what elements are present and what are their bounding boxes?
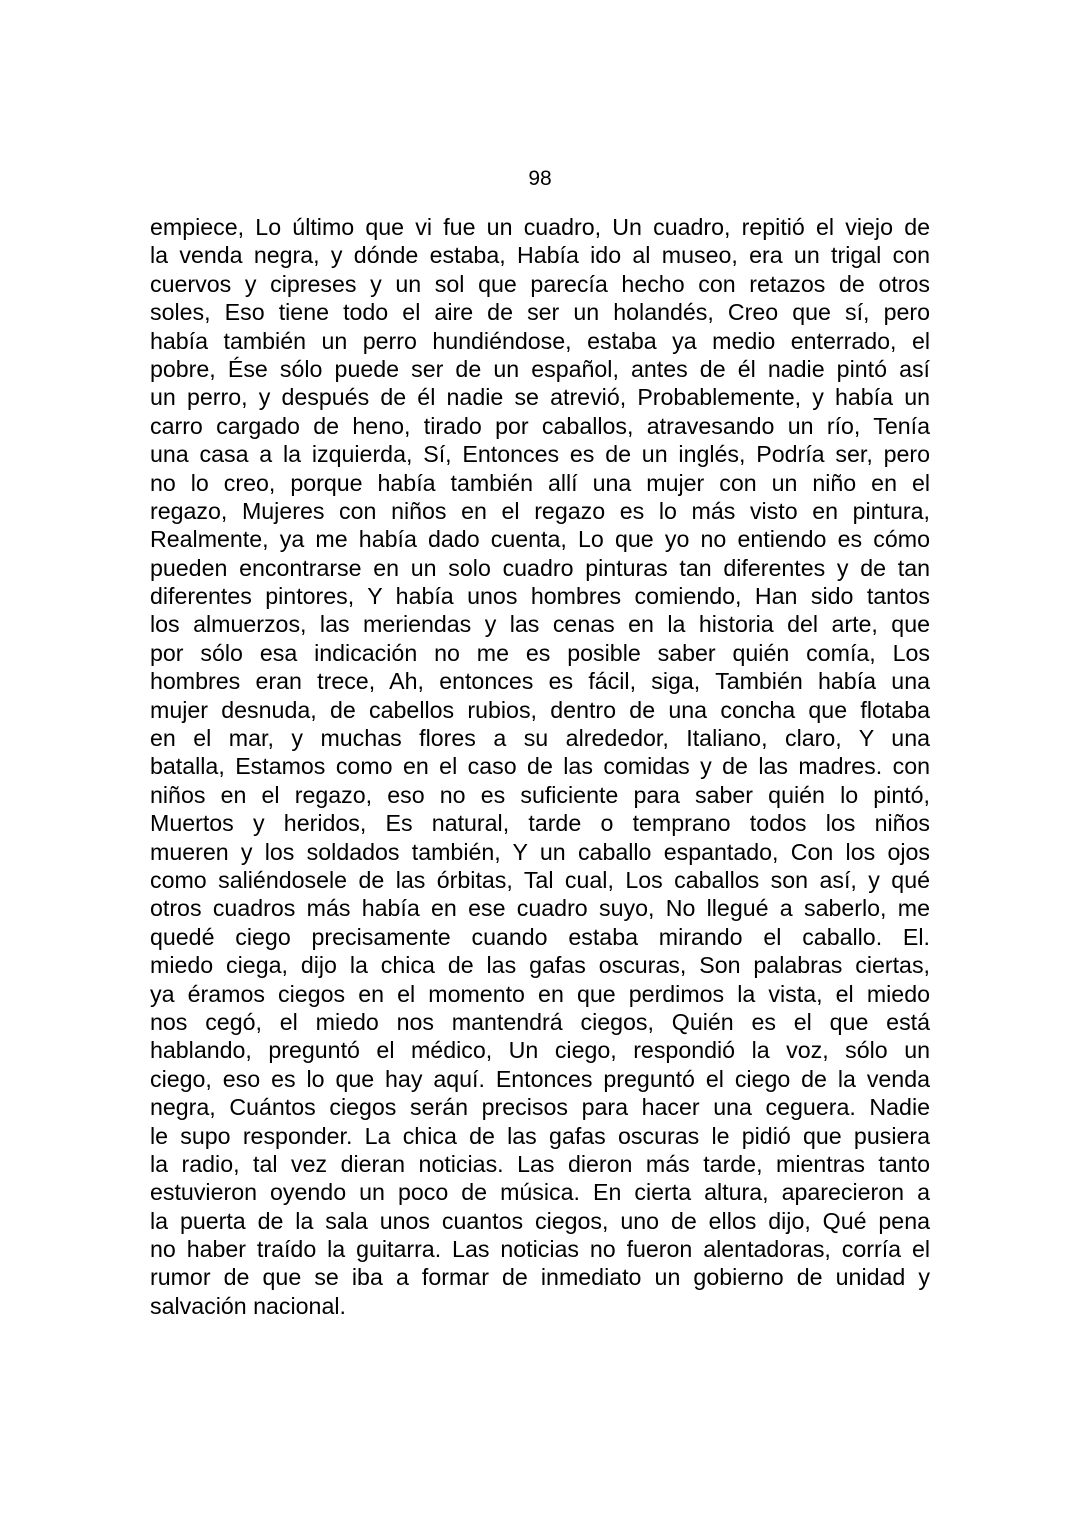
- text-line: por sólo esa indicación no me es posible saber quién comía, Los: [150, 639, 930, 666]
- body-text: [150, 213, 930, 1320]
- text-line: batalla, Estamos como en el caso de las comidas y de las madres. con: [150, 753, 930, 780]
- text-line: negra, Cuántos ciegos serán precisos para hacer una ceguera. Nadie: [150, 1094, 930, 1121]
- text-line: regazo, Mujeres con niños en el regazo es lo más visto en pintura,: [150, 497, 930, 524]
- text-line: la puerta de la sala unos cuantos ciegos, uno de ellos dijo, Qué pena: [150, 1207, 930, 1234]
- text-line: carro cargado de heno, tirado por caballos, atravesando un río, Tenía: [150, 412, 930, 439]
- text-line: cuervos y cipreses y un sol que parecía hecho con retazos de otros: [150, 270, 930, 297]
- text-line: los almuerzos, las meriendas y las cenas en la historia del arte, que: [150, 611, 930, 638]
- text-line: le supo responder. La chica de las gafas oscuras le pidió que pusiera: [150, 1122, 930, 1149]
- page-number: 98: [528, 167, 552, 190]
- text-line: otros cuadros más había en ese cuadro suyo, No llegué a saberlo, me: [150, 895, 930, 922]
- text-line: no haber traído la guitarra. Las noticias no fueron alentadoras, corría el: [150, 1236, 930, 1263]
- text-line: rumor de que se iba a formar de inmediato un gobierno de unidad y: [150, 1264, 930, 1291]
- text-line: ya éramos ciegos en el momento en que perdimos la vista, el miedo: [150, 980, 930, 1007]
- text-line: en el mar, y muchas flores a su alrededor, Italiano, claro, Y una: [150, 725, 930, 752]
- text-line: había también un perro hundiéndose, estaba ya medio enterrado, el: [150, 327, 930, 354]
- text-line: una casa a la izquierda, Sí, Entonces es de un inglés, Podría ser, pero: [150, 441, 930, 468]
- text-line: soles, Eso tiene todo el aire de ser un holandés, Creo que sí, pero: [150, 299, 930, 326]
- text-line: pueden encontrarse en un solo cuadro pinturas tan diferentes y de tan: [150, 554, 930, 581]
- text-line: salvación nacional.: [150, 1292, 346, 1319]
- text-line: nos cegó, el miedo nos mantendrá ciegos, Quién es el que está: [150, 1008, 930, 1035]
- text-line: diferentes pintores, Y había unos hombres comiendo, Han sido tantos: [150, 583, 930, 610]
- text-line: mueren y los soldados también, Y un caballo espantado, Con los ojos: [150, 838, 930, 865]
- text-line: niños en el regazo, eso no es suficiente para saber quién lo pintó,: [150, 781, 930, 808]
- text-line: la venda negra, y dónde estaba, Había ido al museo, era un trigal con: [150, 242, 930, 269]
- text-line: como saliéndosele de las órbitas, Tal cual, Los caballos son así, y qué: [150, 866, 930, 893]
- text-line: Muertos y heridos, Es natural, tarde o temprano todos los niños: [150, 810, 930, 837]
- text-line: quedé ciego precisamente cuando estaba mirando el caballo. El.: [150, 923, 930, 950]
- text-line: pobre, Ése sólo puede ser de un español, antes de él nadie pintó así: [150, 355, 930, 382]
- text-line: Realmente, ya me había dado cuenta, Lo que yo no entiendo es cómo: [150, 526, 930, 553]
- text-line: la radio, tal vez dieran noticias. Las dieron más tarde, mientras tanto: [150, 1150, 930, 1177]
- text-line: ciego, eso es lo que hay aquí. Entonces preguntó el ciego de la venda: [150, 1065, 930, 1092]
- text-line: empiece, Lo último que vi fue un cuadro, Un cuadro, repitió el viejo de: [150, 214, 930, 240]
- text-line: estuvieron oyendo un poco de música. En cierta altura, aparecieron a: [150, 1179, 930, 1206]
- text-line: miedo ciega, dijo la chica de las gafas oscuras, Son palabras ciertas,: [150, 952, 930, 979]
- text-line: un perro, y después de él nadie se atrevió, Probablemente, y había un: [150, 384, 930, 411]
- text-line: no lo creo, porque había también allí una mujer con un niño en el: [150, 469, 930, 496]
- text-line: hombres eran trece, Ah, entonces es fácil, siga, También había una: [150, 668, 930, 695]
- text-line: hablando, preguntó el médico, Un ciego, respondió la voz, sólo un: [150, 1037, 930, 1064]
- text-line: mujer desnuda, de cabellos rubios, dentro de una concha que flotaba: [150, 696, 930, 723]
